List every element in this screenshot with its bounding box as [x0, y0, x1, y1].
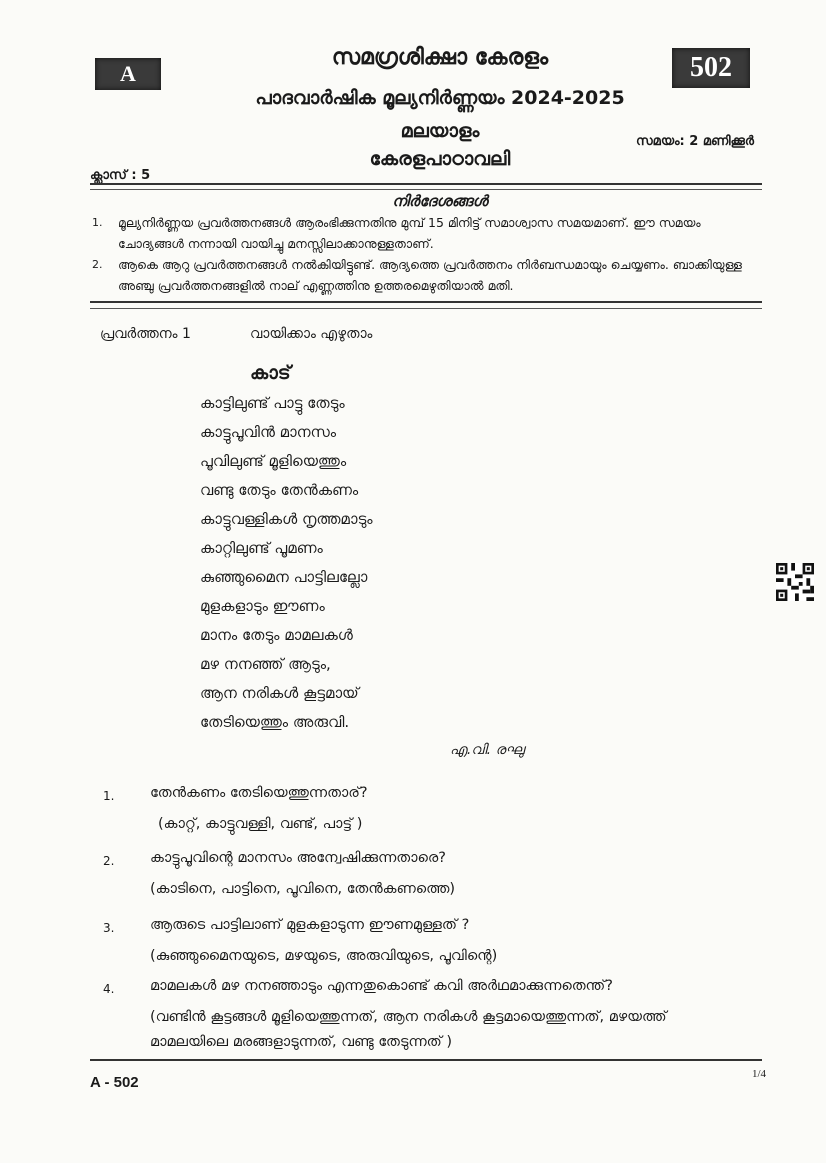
- instruction-text: [118, 212, 762, 254]
- divider: [90, 189, 762, 190]
- activity-label: പ്രവർത്തനം 1: [100, 326, 191, 342]
- instruction-item: [92, 254, 762, 296]
- subject-title: മലയാളം: [400, 120, 480, 142]
- paper-title: കേരളപാഠാവലി: [369, 148, 511, 170]
- question-number: 2.: [103, 854, 115, 868]
- set-code-badge: A: [95, 58, 161, 90]
- instruction-number: 2.: [92, 258, 103, 271]
- poem-author: എ.വി. രഘു: [450, 742, 525, 758]
- exam-title: പാദവാർഷിക മൂല്യനിർണ്ണയം 2024-2025: [255, 87, 625, 109]
- poem-line: കാറ്റിലുണ്ട് പൂമണം: [200, 539, 323, 557]
- time-label: സമയം: 2 മണിക്കൂർ: [635, 134, 754, 149]
- paper-code-badge: 502: [672, 48, 750, 88]
- poem-line: വണ്ടു തേടും തേൻകണം: [200, 481, 359, 499]
- poem-line: കുഞ്ഞുമൈന പാട്ടിലല്ലോ: [200, 568, 368, 586]
- instruction-number: 1.: [92, 216, 103, 229]
- poem-line: മുളകളാടും ഈണം: [200, 597, 325, 615]
- instruction-item: [92, 212, 762, 254]
- poem-line: ആന നരികൾ കൂട്ടമായ്: [200, 684, 359, 702]
- instruction-line: സമയം ചോദ്യങ്ങൾ നന്നായി വായിച്ചു മനസ്സിലാക്കാനുള്ളതാണ്.: [118, 215, 701, 251]
- question-text: മാമലകൾ മഴ നനഞ്ഞാടും എന്നതുകൊണ്ട് കവി അർഥമാക്കുന്നതെന്ത്?: [150, 978, 613, 994]
- question-options: (വണ്ടിൻ കൂട്ടങ്ങൾ മൂളിയെത്തുന്നത്, ആന നരികൾ കൂട്ടമായെത്തുന്നത്, മഴയത്ത്: [150, 1009, 667, 1025]
- poem-line: കാട്ടുവള്ളികൾ നൃത്തമാടും: [200, 510, 373, 528]
- instruction-line: ചെയ്യണം. ബാക്കിയുള്ള അഞ്ചു പ്രവർത്തനങ്ങളിൽ നാല് എണ്ണത്തിനു ഉത്തരമെഴുതിയാൽ മതി.: [118, 257, 742, 293]
- poem-title: കാട്: [250, 362, 291, 384]
- poem-line: പൂവിലുണ്ട് മൂളിയെത്തും: [200, 452, 347, 470]
- question-options: മാമലയിലെ മരങ്ങളാടുന്നത്, വണ്ടു തേടുന്നത് ): [150, 1034, 453, 1050]
- instructions-title: നിർദേശങ്ങൾ: [392, 192, 488, 210]
- instruction-line: മൂല്യനിർണ്ണയ പ്രവർത്തനങ്ങൾ ആരംഭിക്കുന്നതിനു മുമ്പ് 15 മിനിട്ട് സമാശ്വാസ സമയമാണ്. ഈ: [118, 215, 655, 230]
- question-text: ആരുടെ പാട്ടിലാണ് മുളകളാടുന്ന ഈണമുള്ളത് ?: [150, 917, 470, 933]
- org-title: സമഗ്രശിക്ഷാ കേരളം: [331, 45, 549, 70]
- page-number: 1/4: [752, 1068, 767, 1080]
- question-text: കാട്ടുപൂവിന്റെ മാനസം അന്വേഷിക്കുന്നതാരെ?: [150, 850, 446, 866]
- poem-line: തേടിയെത്തും അരുവി.: [200, 713, 350, 731]
- footer-divider: [90, 1059, 762, 1061]
- question-options: (കാടിനെ, പാട്ടിനെ, പൂവിനെ, തേൻകണത്തെ): [150, 881, 456, 897]
- instructions-list: [92, 212, 762, 296]
- activity-title: വായിക്കാം എഴുതാം: [250, 326, 373, 342]
- divider: [90, 308, 762, 309]
- question-text: തേൻകണം തേടിയെത്തുന്നതാര്?: [150, 785, 368, 801]
- poem-line: കാട്ടുപൂവിൻ മാനസം: [200, 423, 337, 441]
- question-options: (കാറ്റ്, കാട്ടുവള്ളി, വണ്ട്, പാട്ട് ): [158, 816, 363, 832]
- poem-line: കാട്ടിലുണ്ട് പാട്ടു തേടും: [200, 394, 345, 412]
- question-number: 3.: [103, 921, 115, 935]
- poem-line: മാനം തേടും മാമലകൾ: [200, 626, 353, 644]
- instruction-line: ആകെ ആറു പ്രവർത്തനങ്ങൾ നൽകിയിട്ടുണ്ട്. ആദ്യത്തെ പ്രവർത്തനം നിർബന്ധമായും: [118, 257, 607, 272]
- instruction-text: [118, 254, 762, 296]
- question-options: (കുഞ്ഞുമൈനയുടെ, മഴയുടെ, അരുവിയുടെ, പൂവിന്റെ): [150, 948, 498, 964]
- divider: [90, 183, 762, 185]
- question-number: 4.: [103, 982, 115, 996]
- poem-line: മഴ നനഞ്ഞ് ആടും,: [200, 655, 331, 673]
- question-number: 1.: [103, 789, 115, 803]
- divider: [90, 301, 762, 303]
- qr-code-icon: [775, 563, 815, 601]
- footer-code: A - 502: [90, 1074, 139, 1091]
- class-label: ക്ലാസ് : 5: [90, 168, 151, 183]
